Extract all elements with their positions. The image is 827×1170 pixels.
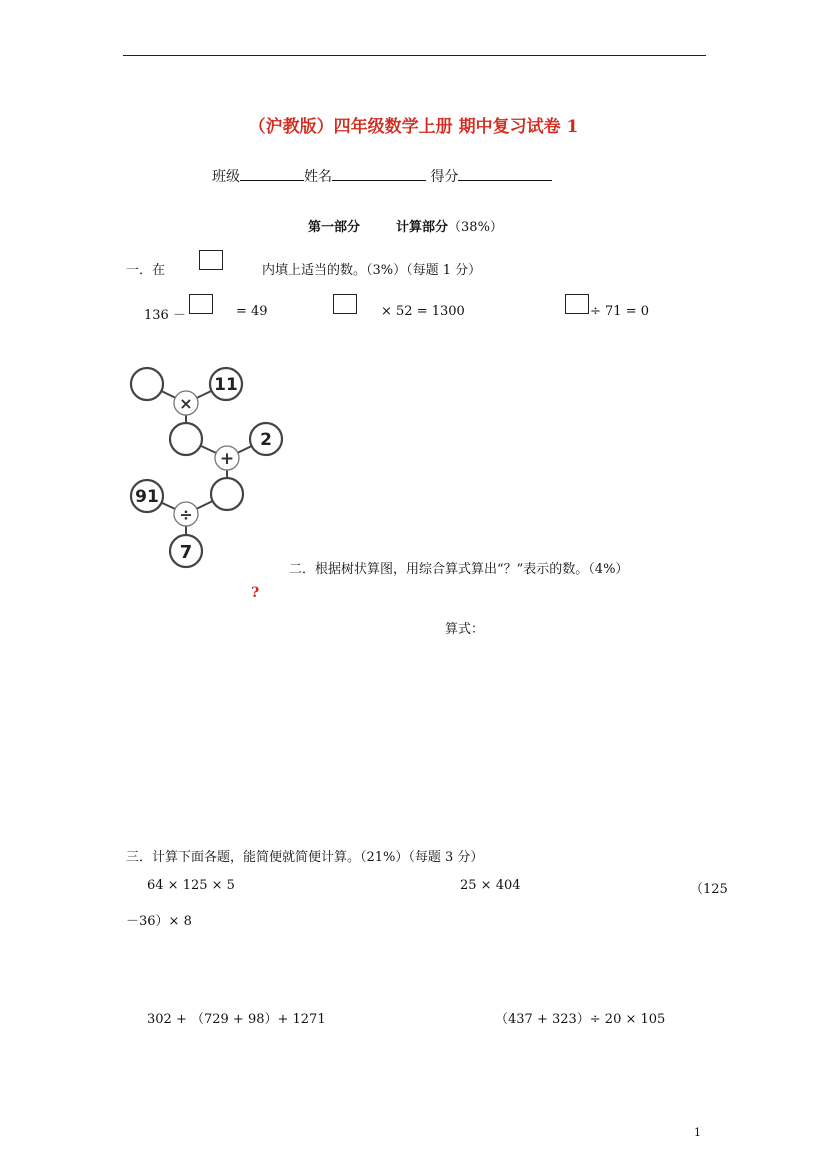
- name-blank[interactable]: [332, 166, 426, 181]
- tree-op-add-label: +: [219, 449, 235, 469]
- tree-op-divide-label: ÷: [179, 505, 193, 524]
- q1-item1-answer-box[interactable]: [189, 294, 213, 314]
- score-blank[interactable]: [458, 166, 552, 181]
- page-number: 1: [694, 1126, 701, 1139]
- page-title: （沪教版）四年级数学上册 期中复习试卷 1: [248, 117, 579, 137]
- q1-item3-answer-box[interactable]: [565, 294, 589, 314]
- q1-item2-answer-box[interactable]: [333, 294, 357, 314]
- info-line: [212, 166, 552, 186]
- q1-item2-right: × 52 = 1300: [381, 304, 465, 319]
- tree-label-7: 7: [179, 542, 193, 563]
- q3-problem-4: 302 + （729 + 98）+ 1271: [147, 1012, 326, 1027]
- tree-blank-node-3: [211, 478, 243, 510]
- class-blank[interactable]: [240, 166, 304, 181]
- part-heading: [308, 216, 503, 235]
- q1-prefix: 一．在: [126, 263, 166, 278]
- tree-label-2: 2: [260, 430, 272, 450]
- q1-item1-right: = 49: [236, 304, 268, 319]
- q2-text: 二．根据树状算图，用综合算式算出“？”表示的数。（4%）: [289, 562, 629, 577]
- q3-problem-1: 64 × 125 × 5: [147, 878, 235, 893]
- q1-example-box: [199, 250, 223, 270]
- q3-problem-2: 25 × 404: [460, 878, 521, 893]
- tree-op-multiply-label: ×: [179, 394, 193, 413]
- tree-blank-node-2: [170, 423, 202, 455]
- part-subtitle: 计算部分: [396, 220, 449, 235]
- q1-item1-left: 136 －: [144, 308, 186, 323]
- tree-blank-node-1: [131, 368, 163, 400]
- q3-text: 三．计算下面各题，能简便就简便计算。（21%）（每题 3 分）: [126, 850, 484, 865]
- q1-item3-right: ÷ 71 = 0: [590, 304, 649, 319]
- q3-problem-5: （437 + 323）÷ 20 × 105: [495, 1012, 666, 1027]
- q3-problem-3-end: －36）× 8: [126, 914, 192, 929]
- q3-problem-3-start: （125: [690, 882, 728, 897]
- top-rule: [123, 55, 706, 56]
- tree-label-11: 11: [214, 375, 238, 395]
- tree-label-91: 91: [135, 487, 159, 507]
- score-label: 得分: [430, 169, 459, 185]
- question-mark-label: ?: [251, 585, 260, 601]
- calculation-tree-diagram: [126, 362, 286, 572]
- part-title: 第一部分: [308, 220, 361, 235]
- class-label: 班级: [212, 169, 240, 185]
- q2-formula-label: 算式：: [445, 622, 485, 637]
- q1-instruction: 内填上适当的数。（3%）（每题 1 分）: [262, 263, 482, 278]
- part-percent: （38%）: [448, 220, 503, 235]
- name-label: 姓名: [304, 169, 332, 185]
